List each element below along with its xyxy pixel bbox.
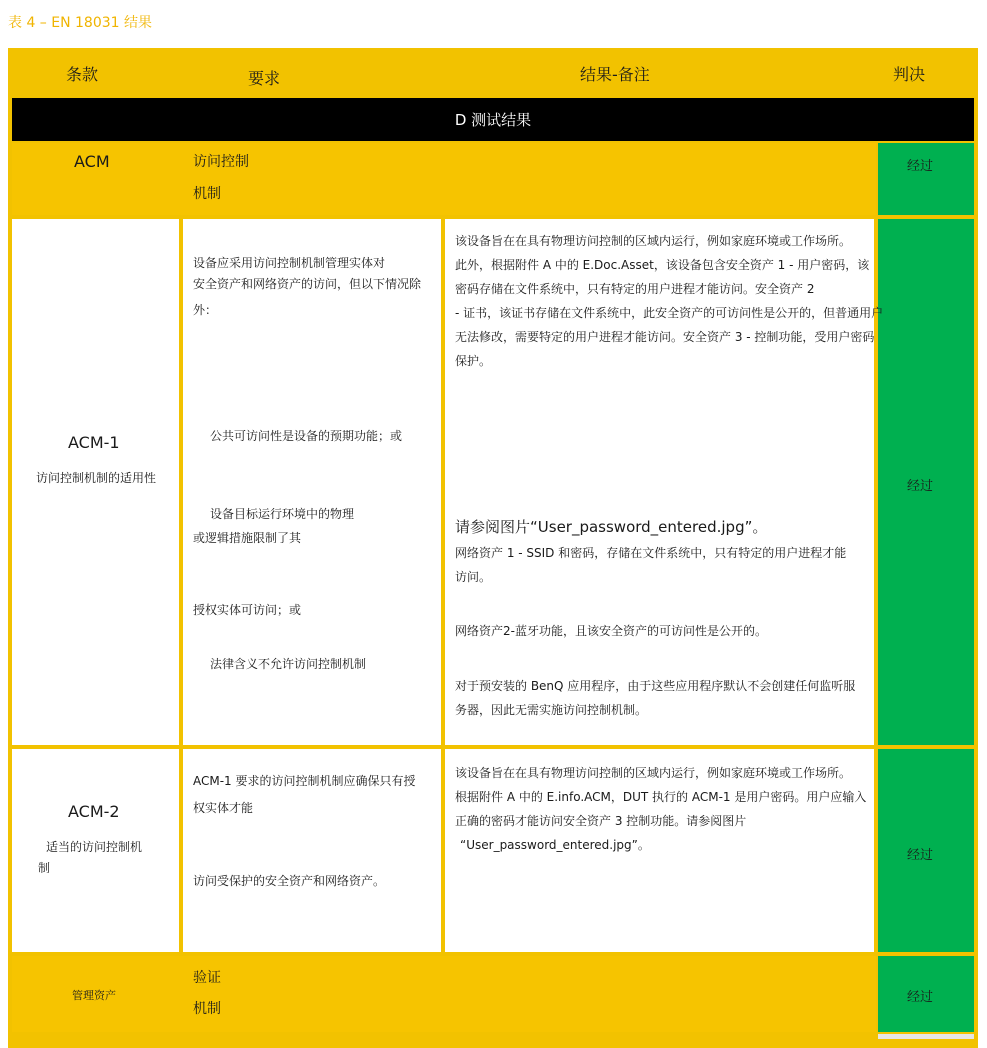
result-acm1-1: 该设备旨在在具有物理访问控制的区域内运行，例如家庭环境或工作场所。 bbox=[455, 234, 852, 248]
result-acm1-benq-l2: 务器，因此无需实施访问控制机制。 bbox=[455, 703, 648, 717]
clause-acm2-sub-l2: 制 bbox=[38, 861, 51, 875]
result-acm1-6: 保护。 bbox=[455, 354, 492, 368]
req-mgmt-line1: 验证 bbox=[193, 970, 221, 986]
header-result: 结果-备注 bbox=[580, 65, 650, 84]
next-row-edge bbox=[878, 1034, 974, 1039]
result-acm2-3: 正确的密码才能访问安全资产 3 控制功能。请参阅图片 bbox=[455, 814, 747, 828]
verdict-acm: 经过 bbox=[907, 159, 934, 174]
result-acm1-4: - 证书，该证书存储在文件系统中，此安全资产的可访问性是公开的，但普通用户 bbox=[455, 306, 884, 320]
result-acm1-2: 此外，根据附件 A 中的 E.Doc.Asset，该设备包含安全资产 1 - 用户密码，该 bbox=[455, 258, 870, 272]
clause-acm1-sub: 访问控制机制的适用性 bbox=[36, 471, 157, 485]
verdict-mgmt: 经过 bbox=[907, 990, 934, 1005]
row-mgmt bbox=[12, 956, 876, 1032]
req-acm2-l1: ACM-1 要求的访问控制机制应确保只有授 bbox=[193, 774, 416, 788]
req-acm1-b4: 法律含义不允许访问控制机制 bbox=[210, 657, 367, 671]
clause-mgmt: 管理资产 bbox=[72, 989, 116, 1002]
result-acm1-net1-l2: 访问。 bbox=[455, 570, 492, 584]
req-acm1-b3: 授权实体可访问；或 bbox=[193, 603, 302, 617]
req-acm2-l3: 访问受保护的安全资产和网络资产。 bbox=[193, 874, 386, 888]
verdict-acm2: 经过 bbox=[907, 848, 934, 863]
table-caption: 表 4 – EN 18031 结果 bbox=[8, 15, 153, 31]
req-acm1-1: 设备应采用访问控制机制管理实体对 bbox=[193, 256, 386, 270]
req-acm-line1: 访问控制 bbox=[193, 154, 249, 170]
result-acm2-4: “User_password_entered.jpg”。 bbox=[460, 838, 650, 852]
header-requirement: 要求 bbox=[248, 69, 281, 88]
result-acm1-net2: 网络资产2-蓝牙功能，且该安全资产的可访问性是公开的。 bbox=[455, 624, 767, 638]
req-acm2-l2: 权实体才能 bbox=[193, 801, 254, 815]
verdict-cell-acm bbox=[878, 143, 974, 215]
result-acm1-net1-l1: 网络资产 1 - SSID 和密码，存储在文件系统中，只有特定的用户进程才能 bbox=[455, 546, 847, 560]
result-acm2-2: 根据附件 A 中的 E.info.ACM，DUT 执行的 ACM-1 是用户密码。用户应输入 bbox=[455, 790, 867, 804]
result-acm1-ref: 请参阅图片“User_password_entered.jpg”。 bbox=[455, 518, 768, 536]
req-acm1-b2-l2: 或逻辑措施限制了其 bbox=[193, 531, 302, 545]
header-verdict: 判决 bbox=[893, 65, 926, 84]
clause-acm2-sub-l1: 适当的访问控制机 bbox=[46, 840, 143, 854]
verdict-acm1: 经过 bbox=[907, 479, 934, 494]
req-acm1-b2-l1: 设备目标运行环境中的物理 bbox=[210, 507, 355, 521]
clause-acm1: ACM-1 bbox=[68, 433, 120, 452]
result-acm1-benq-l1: 对于预安装的 BenQ 应用程序，由于这些应用程序默认不会创建任何监听服 bbox=[455, 679, 856, 693]
header-clause: 条款 bbox=[66, 65, 99, 84]
row-acm bbox=[12, 143, 876, 215]
result-acm2-1: 该设备旨在在具有物理访问控制的区域内运行，例如家庭环境或工作场所。 bbox=[455, 766, 852, 780]
req-mgmt-line2: 机制 bbox=[193, 1001, 221, 1017]
result-acm1-5: 无法修改，需要特定的用户进程才能访问。安全资产 3 - 控制功能，受用户密码 bbox=[455, 330, 875, 344]
req-acm1-2: 安全资产和网络资产的访问，但以下情况除 bbox=[193, 277, 422, 291]
req-acm1-3: 外： bbox=[193, 303, 218, 317]
clause-acm: ACM bbox=[74, 152, 110, 171]
req-acm1-b1: 公共可访问性是设备的预期功能；或 bbox=[210, 429, 403, 443]
section-title: D 测试结果 bbox=[12, 98, 974, 141]
req-acm-line2: 机制 bbox=[193, 186, 221, 202]
result-acm1-3: 密码存储在文件系统中，只有特定的用户进程才能访问。安全资产 2 bbox=[455, 282, 815, 296]
clause-acm2: ACM-2 bbox=[68, 802, 120, 821]
